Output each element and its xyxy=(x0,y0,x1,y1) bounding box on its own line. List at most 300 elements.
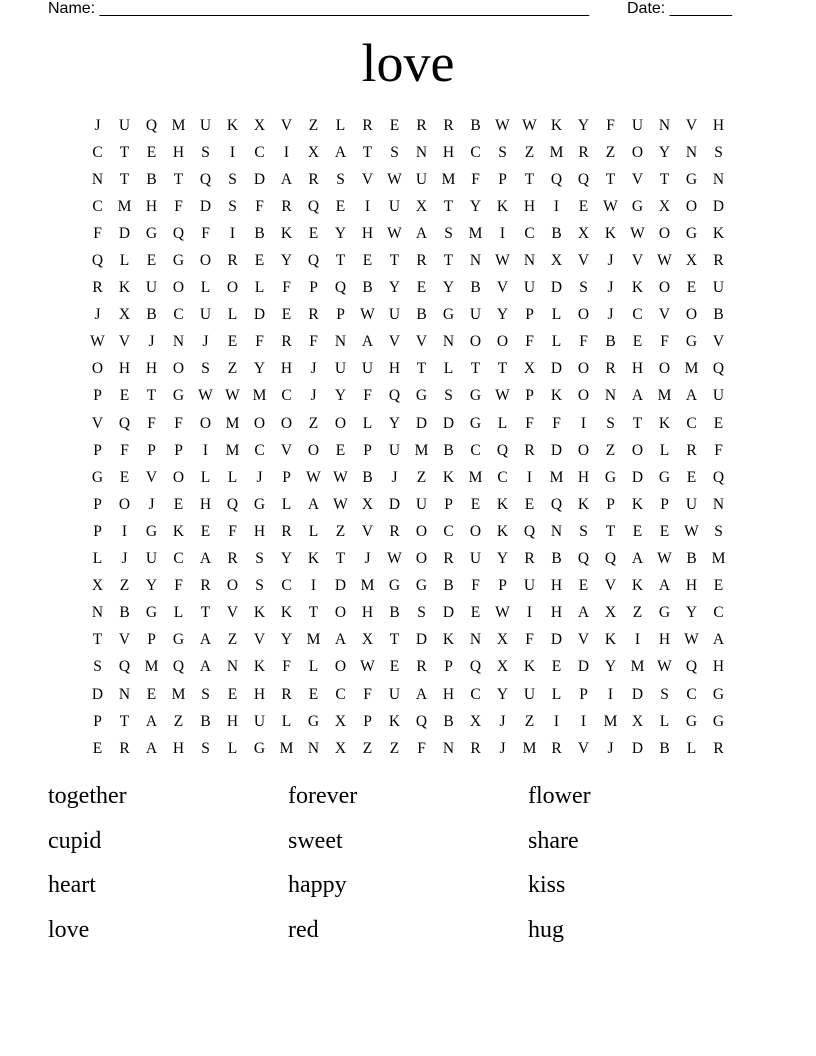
grid-letter: Q xyxy=(712,468,725,486)
grid-letter: H xyxy=(280,360,293,378)
grid-letter: H xyxy=(712,116,725,134)
grid-letter: P xyxy=(606,495,615,513)
grid-letter: Q xyxy=(415,712,428,730)
grid-letter: E xyxy=(146,143,157,161)
grid-letter: E xyxy=(335,197,346,215)
grid-letter: N xyxy=(442,333,455,351)
grid-letter: H xyxy=(118,360,131,378)
grid-letter: K xyxy=(631,495,644,513)
grid-letter: G xyxy=(145,604,158,622)
grid-letter: X xyxy=(307,143,320,161)
grid-letter: P xyxy=(660,495,669,513)
grid-letter: T xyxy=(308,604,319,622)
grid-letter: U xyxy=(388,441,401,459)
grid-letter: B xyxy=(713,306,724,324)
grid-letter: L xyxy=(227,306,238,324)
grid-letter: I xyxy=(553,712,560,730)
grid-letter: S xyxy=(201,143,210,161)
grid-letter: T xyxy=(389,631,400,649)
grid-letter: H xyxy=(712,658,725,676)
grid-letter: I xyxy=(526,604,533,622)
grid-letter: H xyxy=(631,360,644,378)
grid-letter: S xyxy=(201,739,210,757)
grid-letter: O xyxy=(199,252,212,270)
grid-letter: W xyxy=(306,468,321,486)
grid-letter: Q xyxy=(334,279,347,297)
grid-letter: E xyxy=(416,279,427,297)
grid-letter: E xyxy=(146,685,157,703)
grid-letter: A xyxy=(712,631,725,649)
grid-letter: E xyxy=(335,441,346,459)
grid-letter: F xyxy=(201,224,210,242)
grid-letter: E xyxy=(281,306,292,324)
grid-letter: V xyxy=(496,279,509,297)
grid-letter: Q xyxy=(604,550,617,568)
grid-letter: B xyxy=(146,170,157,188)
grid-letter: T xyxy=(416,360,427,378)
grid-letter: E xyxy=(308,685,319,703)
grid-letter: H xyxy=(226,712,239,730)
grid-letter: B xyxy=(443,577,454,595)
grid-letter: E xyxy=(362,252,373,270)
grid-letter: X xyxy=(361,631,374,649)
grid-letter: T xyxy=(200,604,211,622)
grid-letter: A xyxy=(577,604,590,622)
grid-letter: X xyxy=(523,360,536,378)
grid-letter: V xyxy=(91,414,104,432)
grid-letter: F xyxy=(525,333,534,351)
grid-letter: R xyxy=(362,116,373,134)
grid-letter: O xyxy=(172,468,185,486)
grid-letter: Y xyxy=(280,631,293,649)
grid-letter: D xyxy=(577,658,590,676)
grid-letter: P xyxy=(363,441,372,459)
grid-letter: R xyxy=(92,279,103,297)
grid-letter: P xyxy=(525,387,534,405)
grid-letter: V xyxy=(388,333,401,351)
grid-letter: U xyxy=(523,685,536,703)
grid-letter: H xyxy=(145,360,158,378)
grid-letter: I xyxy=(202,441,209,459)
grid-letter: R xyxy=(686,441,697,459)
grid-letter: L xyxy=(308,658,319,676)
grid-letter: J xyxy=(121,550,128,568)
grid-letter: B xyxy=(659,739,670,757)
grid-letter: C xyxy=(173,550,184,568)
grid-letter: J xyxy=(256,468,263,486)
grid-letter: E xyxy=(389,116,400,134)
grid-letter: F xyxy=(309,333,318,351)
grid-letter: L xyxy=(497,414,508,432)
grid-letter: Y xyxy=(496,306,509,324)
grid-letter: C xyxy=(470,441,481,459)
grid-letter: E xyxy=(578,577,589,595)
grid-letter: A xyxy=(145,739,158,757)
grid-letter: B xyxy=(389,604,400,622)
grid-letter: N xyxy=(550,522,563,540)
grid-letter: C xyxy=(524,224,535,242)
grid-letter: W xyxy=(333,495,348,513)
grid-letter: F xyxy=(579,333,588,351)
grid-letter: Q xyxy=(307,197,320,215)
grid-letter: Q xyxy=(118,658,131,676)
grid-letter: G xyxy=(388,577,401,595)
grid-letter: A xyxy=(685,387,698,405)
grid-letter: Z xyxy=(119,577,130,595)
grid-letter: D xyxy=(550,360,563,378)
grid-letter: X xyxy=(334,739,347,757)
grid-letter: P xyxy=(363,712,372,730)
grid-letter: C xyxy=(686,685,697,703)
grid-letter: T xyxy=(119,712,130,730)
grid-letter: V xyxy=(253,631,266,649)
grid-letter: Y xyxy=(334,224,347,242)
grid-letter: R xyxy=(578,143,589,161)
grid-letter: T xyxy=(335,252,346,270)
grid-letter: L xyxy=(227,468,238,486)
grid-letter: F xyxy=(120,441,129,459)
grid-letter: O xyxy=(253,414,266,432)
grid-letter: O xyxy=(415,522,428,540)
grid-letter: Y xyxy=(577,116,590,134)
grid-letter: T xyxy=(605,170,616,188)
grid-letter: Q xyxy=(307,252,320,270)
grid-letter: U xyxy=(334,360,347,378)
grid-letter: W xyxy=(387,550,402,568)
grid-letter: Y xyxy=(388,414,401,432)
grid-letter: V xyxy=(604,577,617,595)
grid-letter: E xyxy=(470,604,481,622)
grid-letter: H xyxy=(172,143,185,161)
grid-letter: J xyxy=(148,495,155,513)
grid-letter: W xyxy=(198,387,213,405)
grid-letter: R xyxy=(281,197,292,215)
grid-letter: U xyxy=(388,306,401,324)
grid-letter: A xyxy=(307,495,320,513)
grid-letter: C xyxy=(254,441,265,459)
grid-letter: L xyxy=(254,279,265,297)
grid-letter: S xyxy=(390,143,399,161)
grid-letter: E xyxy=(389,658,400,676)
grid-letter: T xyxy=(92,631,103,649)
grid-letter: H xyxy=(361,224,374,242)
grid-letter: F xyxy=(525,414,534,432)
grid-letter: X xyxy=(631,712,644,730)
grid-letter: M xyxy=(657,387,672,405)
grid-letter: J xyxy=(202,333,209,351)
grid-letter: G xyxy=(685,333,698,351)
grid-letter: C xyxy=(254,143,265,161)
grid-letter: A xyxy=(631,550,644,568)
grid-letter: X xyxy=(550,252,563,270)
grid-letter: H xyxy=(577,468,590,486)
grid-letter: G xyxy=(145,522,158,540)
grid-letter: E xyxy=(92,739,103,757)
grid-letter: S xyxy=(606,414,615,432)
grid-letter: N xyxy=(523,252,536,270)
grid-letter: H xyxy=(145,197,158,215)
grid-letter: A xyxy=(280,170,293,188)
grid-letter: V xyxy=(577,631,590,649)
grid-letter: C xyxy=(470,685,481,703)
grid-letter: E xyxy=(227,333,238,351)
letter-grid xyxy=(84,112,732,762)
grid-letter: B xyxy=(119,604,130,622)
grid-letter: Z xyxy=(335,522,346,540)
grid-letter: U xyxy=(712,387,725,405)
grid-letter: H xyxy=(442,685,455,703)
grid-letter: Q xyxy=(118,414,131,432)
grid-letter: V xyxy=(118,333,131,351)
grid-letter: B xyxy=(362,279,373,297)
grid-letter: D xyxy=(388,495,401,513)
grid-letter: T xyxy=(389,252,400,270)
grid-letter: T xyxy=(335,550,346,568)
grid-letter: C xyxy=(632,306,643,324)
grid-letter: Q xyxy=(226,495,239,513)
grid-letter: Y xyxy=(334,387,347,405)
grid-letter: G xyxy=(172,387,185,405)
grid-letter: T xyxy=(119,170,130,188)
grid-letter: F xyxy=(282,279,291,297)
grid-letter: R xyxy=(416,116,427,134)
grid-letter: K xyxy=(442,468,455,486)
grid-letter: D xyxy=(550,441,563,459)
grid-letter: N xyxy=(226,658,239,676)
grid-letter: N xyxy=(334,333,347,351)
grid-letter: F xyxy=(255,333,264,351)
grid-letter: N xyxy=(91,604,104,622)
grid-letter: M xyxy=(225,441,240,459)
grid-letter: C xyxy=(497,468,508,486)
grid-letter: O xyxy=(685,306,698,324)
grid-letter: V xyxy=(226,604,239,622)
grid-letter: D xyxy=(631,739,644,757)
grid-letter: M xyxy=(117,197,132,215)
grid-letter: Z xyxy=(524,143,535,161)
grid-letter: X xyxy=(415,197,428,215)
grid-letter: U xyxy=(685,495,698,513)
grid-letter: M xyxy=(603,712,618,730)
grid-letter: O xyxy=(172,360,185,378)
grid-letter: Q xyxy=(496,441,509,459)
grid-letter: Y xyxy=(388,279,401,297)
grid-letter: U xyxy=(118,116,131,134)
grid-letter: G xyxy=(253,495,266,513)
grid-letter: S xyxy=(498,143,507,161)
grid-letter: Y xyxy=(469,197,482,215)
grid-letter: H xyxy=(442,143,455,161)
grid-letter: Q xyxy=(91,252,104,270)
grid-letter: M xyxy=(414,441,429,459)
grid-letter: L xyxy=(227,739,238,757)
grid-letter: U xyxy=(199,306,212,324)
grid-letter: B xyxy=(416,306,427,324)
grid-letter: E xyxy=(254,252,265,270)
grid-letter: A xyxy=(631,387,644,405)
grid-letter: Z xyxy=(308,414,319,432)
page-title: love xyxy=(361,33,455,93)
grid-letter: B xyxy=(254,224,265,242)
grid-letter: H xyxy=(253,685,266,703)
grid-letter: M xyxy=(171,685,186,703)
grid-letter: D xyxy=(334,577,347,595)
grid-letter: P xyxy=(309,279,318,297)
grid-letter: A xyxy=(199,658,212,676)
grid-letter: O xyxy=(658,279,671,297)
grid-letter: R xyxy=(119,739,130,757)
grid-letter: L xyxy=(551,685,562,703)
grid-letter: B xyxy=(362,468,373,486)
grid-letter: Z xyxy=(389,739,400,757)
grid-letter: B xyxy=(146,306,157,324)
grid-letter: G xyxy=(307,712,320,730)
grid-letter: I xyxy=(634,631,641,649)
grid-letter: Z xyxy=(632,604,643,622)
grid-letter: V xyxy=(685,116,698,134)
grid-letter: W xyxy=(657,252,672,270)
grid-letter: Y xyxy=(496,685,509,703)
grid-letter: L xyxy=(362,414,373,432)
grid-letter: Y xyxy=(685,604,698,622)
grid-letter: A xyxy=(334,631,347,649)
grid-letter: J xyxy=(94,306,101,324)
grid-letter: L xyxy=(92,550,103,568)
grid-letter: V xyxy=(415,333,428,351)
grid-letter: F xyxy=(606,116,615,134)
grid-letter: D xyxy=(712,197,725,215)
grid-letter: C xyxy=(686,414,697,432)
grid-letter: D xyxy=(199,197,212,215)
grid-letter: B xyxy=(443,712,454,730)
grid-letter: V xyxy=(280,116,293,134)
grid-letter: K xyxy=(523,658,536,676)
grid-letter: O xyxy=(577,387,590,405)
grid-letter: M xyxy=(549,143,564,161)
grid-letter: C xyxy=(281,387,292,405)
grid-letter: P xyxy=(498,577,507,595)
grid-letter: M xyxy=(252,387,267,405)
grid-letter: G xyxy=(172,631,185,649)
grid-letter: W xyxy=(495,252,510,270)
grid-letter: O xyxy=(658,224,671,242)
grid-letter: D xyxy=(442,414,455,432)
grid-letter: R xyxy=(389,522,400,540)
grid-letter: K xyxy=(280,604,293,622)
grid-letter: J xyxy=(607,739,614,757)
grid-letter: P xyxy=(147,441,156,459)
grid-letter: R xyxy=(551,739,562,757)
grid-letter: O xyxy=(577,306,590,324)
grid-letter: F xyxy=(363,685,372,703)
grid-letter: X xyxy=(253,116,266,134)
grid-letter: P xyxy=(93,712,102,730)
grid-letter: C xyxy=(713,604,724,622)
grid-letter: I xyxy=(229,143,236,161)
grid-letter: L xyxy=(551,306,562,324)
grid-letter: P xyxy=(498,170,507,188)
grid-letter: L xyxy=(119,252,130,270)
grid-letter: Q xyxy=(550,170,563,188)
grid-letter: D xyxy=(415,414,428,432)
grid-letter: O xyxy=(280,414,293,432)
grid-letter: B xyxy=(551,550,562,568)
grid-letter: O xyxy=(415,550,428,568)
grid-letter: A xyxy=(145,712,158,730)
grid-letter: F xyxy=(174,577,183,595)
grid-letter: E xyxy=(308,224,319,242)
grid-letter: E xyxy=(632,522,643,540)
grid-letter: A xyxy=(199,550,212,568)
grid-letter: B xyxy=(470,116,481,134)
grid-letter: J xyxy=(607,279,614,297)
grid-letter: Y xyxy=(253,360,266,378)
grid-letter: V xyxy=(577,739,590,757)
grid-letter: S xyxy=(714,522,723,540)
grid-letter: K xyxy=(604,631,617,649)
grid-letter: O xyxy=(334,604,347,622)
grid-letter: R xyxy=(416,658,427,676)
grid-letter: K xyxy=(253,658,266,676)
grid-letter: N xyxy=(604,387,617,405)
grid-letter: O xyxy=(199,414,212,432)
grid-letter: J xyxy=(310,387,317,405)
grid-letter: J xyxy=(607,252,614,270)
grid-letter: L xyxy=(659,712,670,730)
grid-letter: J xyxy=(391,468,398,486)
grid-letter: O xyxy=(226,577,239,595)
grid-letter: N xyxy=(712,170,725,188)
grid-letter: E xyxy=(173,495,184,513)
grid-letter: M xyxy=(630,658,645,676)
grid-letter: U xyxy=(631,116,644,134)
grid-letter: O xyxy=(469,522,482,540)
grid-letter: S xyxy=(228,170,237,188)
word-list-item: together xyxy=(48,783,127,809)
grid-letter: O xyxy=(334,658,347,676)
grid-letter: N xyxy=(469,631,482,649)
grid-letter: L xyxy=(173,604,184,622)
grid-letter: G xyxy=(469,414,482,432)
grid-letter: M xyxy=(711,550,726,568)
grid-letter: T xyxy=(443,252,454,270)
grid-letter: S xyxy=(228,197,237,215)
grid-letter: T xyxy=(659,170,670,188)
grid-letter: S xyxy=(660,685,669,703)
grid-letter: D xyxy=(631,685,644,703)
grid-letter: C xyxy=(281,577,292,595)
grid-letter: M xyxy=(684,360,699,378)
grid-letter: C xyxy=(173,306,184,324)
grid-letter: L xyxy=(200,279,211,297)
grid-letter: P xyxy=(525,306,534,324)
grid-letter: H xyxy=(658,631,671,649)
grid-letter: R xyxy=(200,577,211,595)
grid-letter: Q xyxy=(145,116,158,134)
grid-letter: G xyxy=(253,739,266,757)
grid-letter: R xyxy=(308,306,319,324)
grid-letter: E xyxy=(227,685,238,703)
grid-letter: O xyxy=(496,333,509,351)
grid-letter: T xyxy=(605,522,616,540)
grid-letter: S xyxy=(93,658,102,676)
grid-letter: F xyxy=(471,170,480,188)
grid-letter: Q xyxy=(577,550,590,568)
grid-letter: G xyxy=(712,685,725,703)
grid-letter: U xyxy=(199,116,212,134)
grid-letter: P xyxy=(93,441,102,459)
grid-letter: W xyxy=(360,658,375,676)
